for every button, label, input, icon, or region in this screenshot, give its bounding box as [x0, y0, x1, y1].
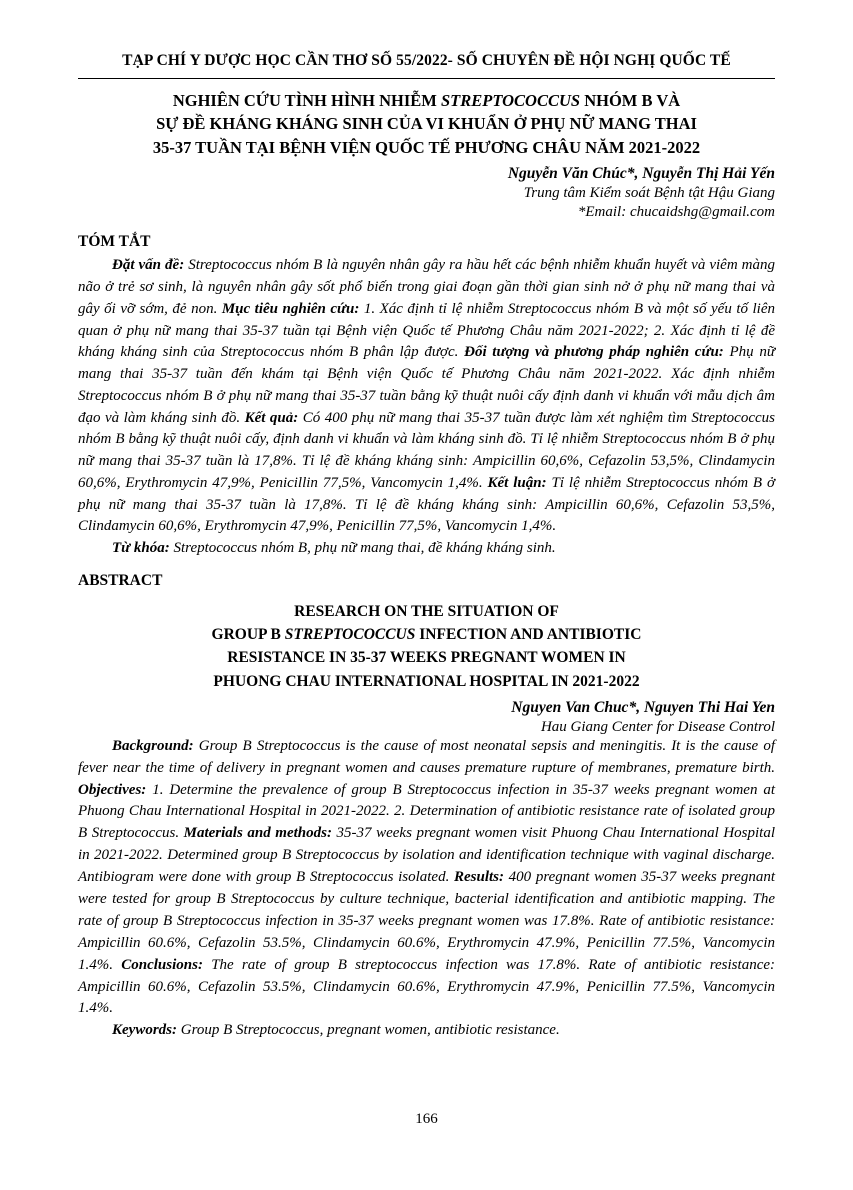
- section-heading-tomtat: TÓM TẮT: [78, 233, 151, 251]
- article-title-line1-italic: STREPTOCOCCUS: [441, 91, 581, 110]
- article-title: [78, 89, 775, 159]
- journal-header: TẠP CHÍ Y DƯỢC HỌC CẦN THƠ SỐ 55/2022- SỐ CHUYÊN ĐỀ HỘI NGHỊ QUỐC TẾ: [78, 52, 775, 79]
- page-number: 166: [415, 1111, 438, 1127]
- tomtat-paragraph: Đặt vấn đề: Streptococcus nhóm B là nguyên nhân gây ra hầu hết các bệnh nhiễm khuẩn huyết và viêm màng não ở trẻ sơ sinh, là nguyên nhân gây sốt phổ biến trong giai đoạn gần thời gian sinh nở ở phụ nữ mang thai và gây ối vỡ sớm, đẻ non. Mục tiêu nghiên cứu: 1. Xác định tỉ lệ nhiễm Streptococcus nhóm B và một số yếu tố liên quan ở phụ nữ mang thai 35-37 tuần tại Bệnh viện Quốc tế Phương Châu năm 2021-2022; 2. Xác định tỉ lệ đề kháng kháng sinh của Streptococcus nhóm B phân lập được. Đối tượng và phương pháp nghiên cứu: Phụ nữ mang thai 35-37 tuần đến khám tại Bệnh viện Quốc tế Phương Châu năm 2021-2022. Xác định nhiễm Streptococcus nhóm B ở phụ nữ mang thai 35-37 tuần bằng kỹ thuật nuôi cấy định danh vi khuẩn với mẫu dịch âm đạo và làm kháng sinh đồ. Kết quả: Có 400 phụ nữ mang thai 35-37 tuần được làm xét nghiệm tìm Streptococcus nhóm B bằng kỹ thuật nuôi cấy, định danh vi khuẩn và làm kháng sinh đồ. Tỉ lệ nhiễm Streptococcus nhóm B ở phụ nữ mang thai 35-37 tuần là 17,8%. Tỉ lệ đề kháng kháng sinh: Ampicillin 60,6%, Cefazolin 53,5%, Clindamycin 60,6%, Erythromycin 47,9%, Penicillin 77,5%, Vancomycin 1,4%. Kết luận: Tỉ lệ nhiễm Streptococcus nhóm B ở phụ nữ mang thai 35-37 tuần là 17,8%. Tỉ lệ đề kháng kháng sinh: Ampicillin 60,6%, Cefazolin 53,5%, Clindamycin 60,6%, Erythromycin 47,9%, Penicillin 77,5%, Vancomycin 1,4%.: [78, 257, 776, 535]
- article-title-line3: 35-37 TUẦN TẠI BỆNH VIỆN QUỐC TẾ PHƯƠNG CHÂU NĂM 2021-2022: [152, 137, 701, 157]
- article-title-line2: SỰ ĐỀ KHÁNG KHÁNG SINH CỦA VI KHUẨN Ở PHỤ NỮ MANG THAI: [156, 114, 697, 134]
- article-title-line1-part1: NGHIÊN CỨU TÌNH HÌNH NHIỄM: [172, 91, 441, 110]
- english-title-line4: PHUONG CHAU INTERNATIONAL HOSPITAL IN 2021-2022: [213, 672, 640, 690]
- english-title-line1: RESEARCH ON THE SITUATION OF: [294, 602, 559, 620]
- article-authors: Nguyễn Văn Chúc*, Nguyễn Thị Hải Yến: [507, 165, 775, 183]
- article-email: *Email: chucaidshg@gmail.com: [577, 204, 775, 221]
- english-affiliation: Hau Giang Center for Disease Control: [540, 718, 775, 735]
- abstract-keywords: Keywords: Group B Streptococcus, pregnant women, antibiotic resistance.: [112, 1022, 560, 1039]
- english-title-line2-part2: INFECTION AND ANTIBIOTIC: [415, 626, 642, 644]
- article-affiliation: Trung tâm Kiểm soát Bệnh tật Hậu Giang: [523, 185, 775, 202]
- english-title-line3: RESISTANCE IN 35-37 WEEKS PREGNANT WOMEN IN: [227, 649, 626, 667]
- english-title-line2-part1: GROUP B: [211, 626, 285, 644]
- english-title-line2-italic: STREPTOCOCCUS: [284, 626, 416, 644]
- english-title: [78, 600, 775, 693]
- article-title-line1-part2: NHÓM B VÀ: [580, 91, 681, 110]
- tomtat-keywords: Từ khóa: Streptococcus nhóm B, phụ nữ mang thai, đề kháng kháng sinh.: [112, 540, 556, 557]
- section-heading-abstract: ABSTRACT: [78, 571, 163, 589]
- abstract-paragraph: Background: Group B Streptococcus is the cause of most neonatal sepsis and meningitis. It is the cause of fever near the time of delivery in pregnant women and causes premature rupture of membranes, premature birth. Objectives: 1. Determine the prevalence of group B Streptococcus infection in 35-37 weeks pregnant women at Phuong Chau International Hospital in 2021-2022. 2. Determination of antibiotic resistance rate of isolated group B Streptococcus. Materials and methods: 35-37 weeks pregnant women visit Phuong Chau International Hospital in 2021-2022. Determined group B Streptococcus by isolation and identification technique with vaginal discharge. Antibiogram were done with group B Streptococcus isolated. Results: 400 pregnant women 35-37 weeks pregnant were tested for group B Streptococcus by culture technique, bacterial identification and antibiotic mapping. The rate of group B Streptococcus infection in 35-37 weeks pregnant women was 17.8%. Rate of antibiotic resistance: Ampicillin 60.6%, Cefazolin 53.5%, Clindamycin 60.6%, Erythromycin 47.9%, Penicillin 77.5%, Vancomycin 1.4%. Conclusions: The rate of group B streptococcus infection was 17.8%. Rate of antibiotic resistance: Ampicillin 60.6%, Cefazolin 53.5%, Clindamycin 60.6%, Erythromycin 47.9%, Penicillin 77.5%, Vancomycin 1.4%.: [78, 737, 775, 1017]
- english-authors: Nguyen Van Chuc*, Nguyen Thi Hai Yen: [511, 698, 775, 716]
